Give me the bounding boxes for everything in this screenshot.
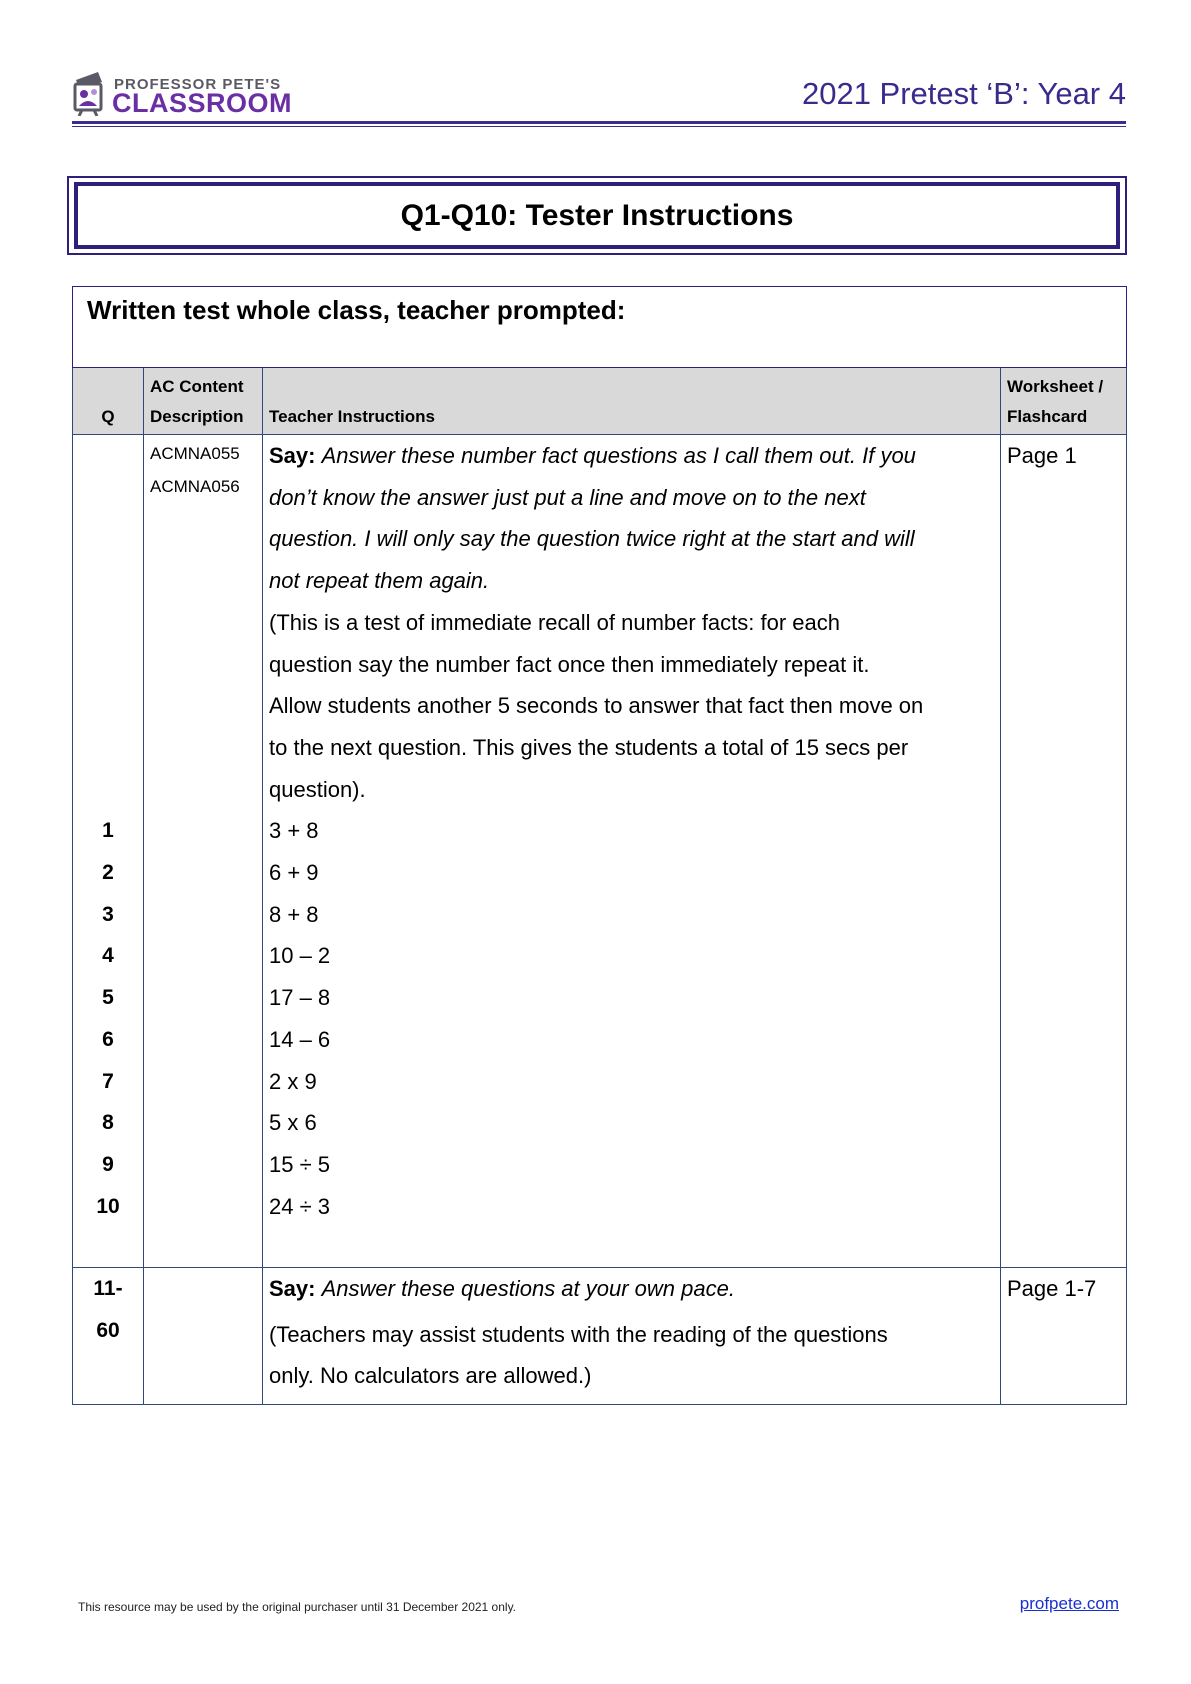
question-number: 5: [102, 986, 114, 1010]
number-fact: 15 ÷ 5: [269, 1151, 331, 1177]
question-number: 10: [96, 1194, 120, 1218]
say-text: Answer these number fact questions as I call them out. If you: [321, 443, 916, 468]
question-number: 2: [102, 861, 114, 885]
teacher-instructions: [263, 435, 1001, 1268]
header-q: Q: [73, 368, 144, 435]
question-numbers: [73, 435, 144, 1268]
number-fact: 10 – 2: [269, 943, 331, 969]
number-fact: 24 ÷ 3: [269, 1193, 331, 1219]
header-ac-content: AC Content Description: [144, 368, 263, 435]
question-number: 9: [102, 1152, 114, 1176]
note-text: question).: [269, 776, 366, 802]
logo-line-1: PROFESSOR PETE'S: [114, 76, 282, 93]
question-number: 1: [102, 819, 114, 843]
footer-note: This resource may be used by the original purchaser until 31 December 2021 only.: [78, 1600, 517, 1614]
number-fact: 5 x 6: [269, 1110, 317, 1136]
header-rule-thick: [72, 121, 1126, 124]
section-title: Q1-Q10: Tester Instructions: [400, 198, 794, 232]
question-number: 3: [102, 902, 114, 926]
say-text: question. I will only say the question twice right at the start and will: [269, 526, 915, 552]
number-fact: 3 + 8: [269, 818, 319, 844]
ac-code: ACMNA055: [150, 444, 240, 463]
logo-line-2: CLASSROOM: [112, 88, 292, 118]
note-text: (This is a test of immediate recall of number facts: for each: [269, 609, 841, 635]
number-fact: 2 x 9: [269, 1068, 317, 1094]
page-header: [72, 66, 1126, 126]
footer-link[interactable]: profpete.com: [1019, 1594, 1119, 1613]
ac-codes: [144, 435, 263, 1268]
note-text: (Teachers may assist students with the reading of the questions: [269, 1321, 888, 1347]
instructions-table: [72, 286, 1127, 1405]
table-row: [73, 435, 1127, 1268]
logo: [72, 70, 332, 120]
ac-codes: [144, 1268, 263, 1405]
section-title-box: [67, 176, 1127, 255]
table-header-row: [73, 368, 1127, 435]
note-text: to the next question. This gives the students a total of 15 secs per: [269, 734, 909, 760]
document-title: 2021 Pretest ‘B’: Year 4: [801, 76, 1126, 111]
header-rule-thin: [72, 126, 1126, 127]
number-fact: 17 – 8: [269, 985, 331, 1011]
number-fact: 8 + 8: [269, 901, 319, 927]
table-row: [73, 1268, 1127, 1405]
note-text: Allow students another 5 seconds to answer that fact then move on: [269, 693, 924, 719]
header-worksheet: Worksheet / Flashcard: [1001, 368, 1127, 435]
worksheet-ref: Page 1: [1001, 435, 1127, 1268]
say-text: not repeat them again.: [269, 568, 490, 594]
ac-code: ACMNA056: [150, 477, 240, 496]
number-fact: 14 – 6: [269, 1026, 331, 1052]
say-label: Say:: [269, 1276, 316, 1301]
worksheet-ref: Page 1-7: [1001, 1268, 1127, 1405]
question-number: 4: [102, 944, 114, 968]
question-number: 8: [102, 1111, 114, 1135]
note-text: only. No calculators are allowed.): [269, 1363, 592, 1389]
say-text: Answer these questions at your own pace.: [321, 1276, 735, 1301]
easel-icon: [72, 70, 106, 116]
teacher-instructions: [263, 1268, 1001, 1405]
table-caption: Written test whole class, teacher prompted:: [73, 287, 1127, 368]
question-range: 11- 60: [73, 1268, 144, 1405]
header-teacher-instructions: Teacher Instructions: [263, 368, 1001, 435]
say-text: don’t know the answer just put a line and move on to the next: [269, 484, 866, 510]
note-text: question say the number fact once then immediately repeat it.: [269, 651, 870, 677]
number-fact: 6 + 9: [269, 860, 319, 886]
question-number: 7: [102, 1069, 114, 1093]
say-label: Say:: [269, 443, 316, 468]
question-number: 6: [102, 1027, 114, 1051]
